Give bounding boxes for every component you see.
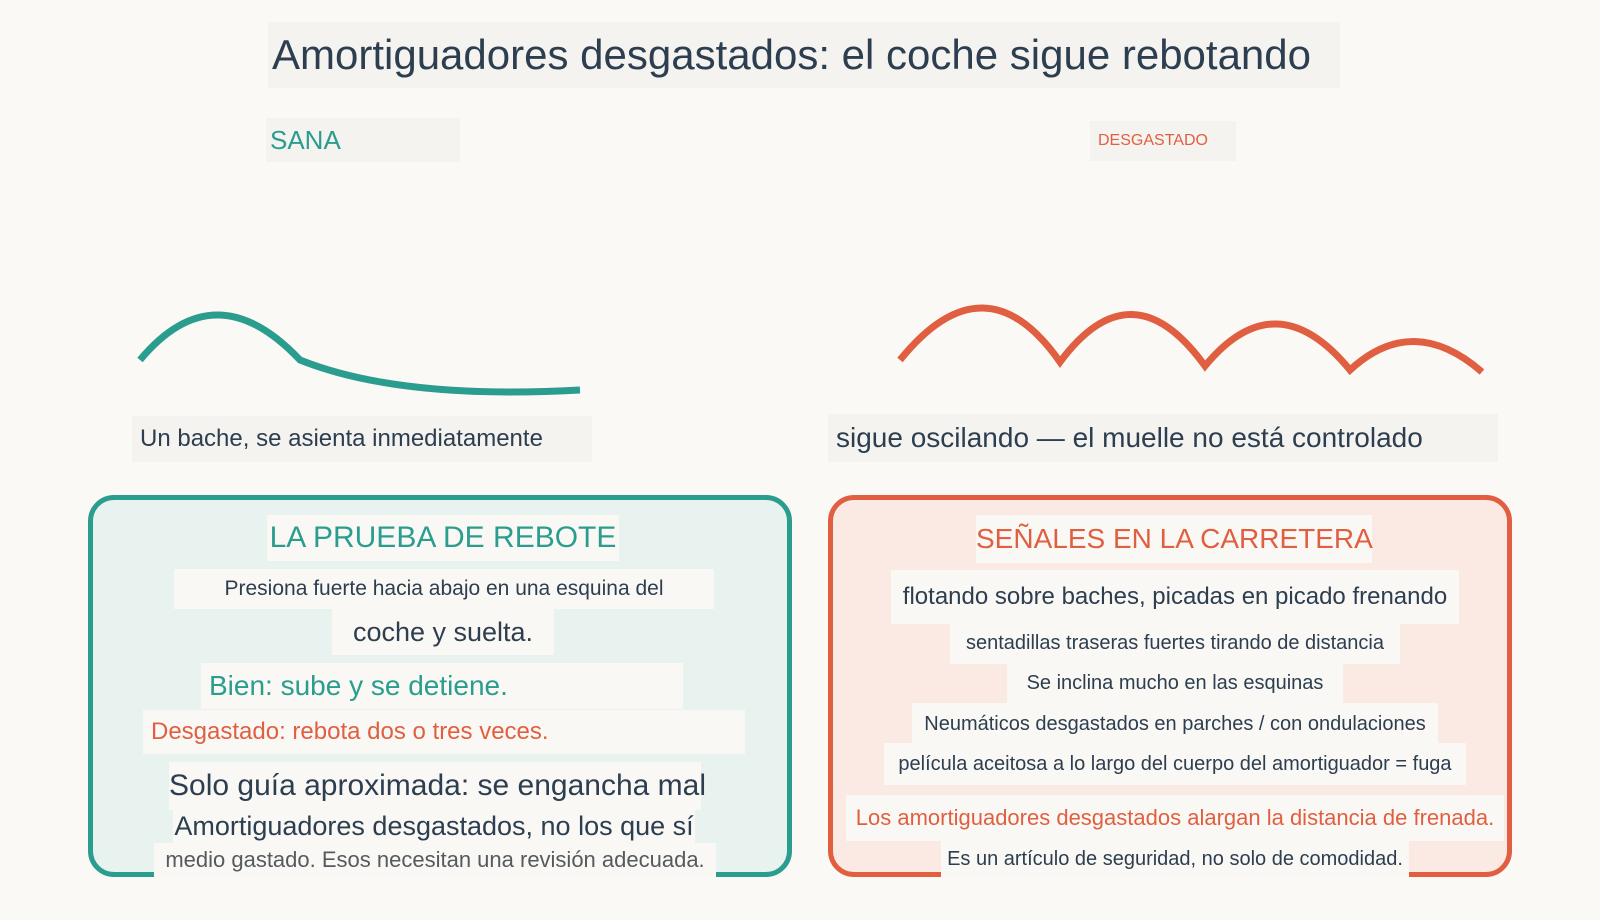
bounce-test-instruction-line1: Presiona fuerte hacia abajo en una esquina del [174, 569, 714, 609]
healthy-response-curve [140, 315, 580, 392]
road-sign-item: película aceitosa a lo largo del cuerpo del amortiguador = fuga [884, 743, 1466, 785]
road-signs-panel [828, 495, 1512, 877]
bounce-test-note-line3: medio gastado. Esos necesitan una revisión adecuada. [154, 843, 716, 877]
bounce-test-good-result: Bien: sube y se detiene. [201, 663, 683, 709]
road-sign-item: Neumáticos desgastados en parches / con ondulaciones [912, 703, 1438, 745]
worn-response-curve [900, 308, 1482, 372]
road-sign-item: flotando sobre baches, picadas en picado frenando [891, 570, 1459, 624]
page-title: Amortiguadores desgastados: el coche sigue rebotando [268, 22, 1340, 88]
worn-caption: sigue oscilando — el muelle no está controlado [828, 414, 1498, 462]
worn-label: DESGASTADO [1090, 121, 1236, 161]
bounce-test-panel [88, 495, 792, 877]
road-signs-warning: Los amortiguadores desgastados alargan la distancia de frenada. [846, 795, 1504, 841]
bounce-test-worn-result: Desgastado: rebota dos o tres veces. [143, 710, 745, 754]
bounce-test-instruction-line2: coche y suelta. [332, 609, 554, 655]
road-sign-item: sentadillas traseras fuertes tirando de distancia [950, 622, 1400, 664]
road-signs-heading: SEÑALES EN LA CARRETERA [976, 515, 1372, 563]
healthy-label: SANA [266, 118, 460, 162]
healthy-caption: Un bache, se asienta inmediatamente [132, 416, 592, 462]
bounce-test-note-line1: Solo guía aproximada: se engancha mal [169, 762, 701, 810]
bounce-test-note-line2: Amortiguadores desgastados, no los que sí [173, 806, 695, 846]
road-sign-item: Se inclina mucho en las esquinas [1007, 662, 1343, 704]
road-signs-footer: Es un artículo de seguridad, no solo de comodidad. [941, 841, 1409, 877]
bounce-test-heading: LA PRUEBA DE REBOTE [267, 515, 619, 561]
